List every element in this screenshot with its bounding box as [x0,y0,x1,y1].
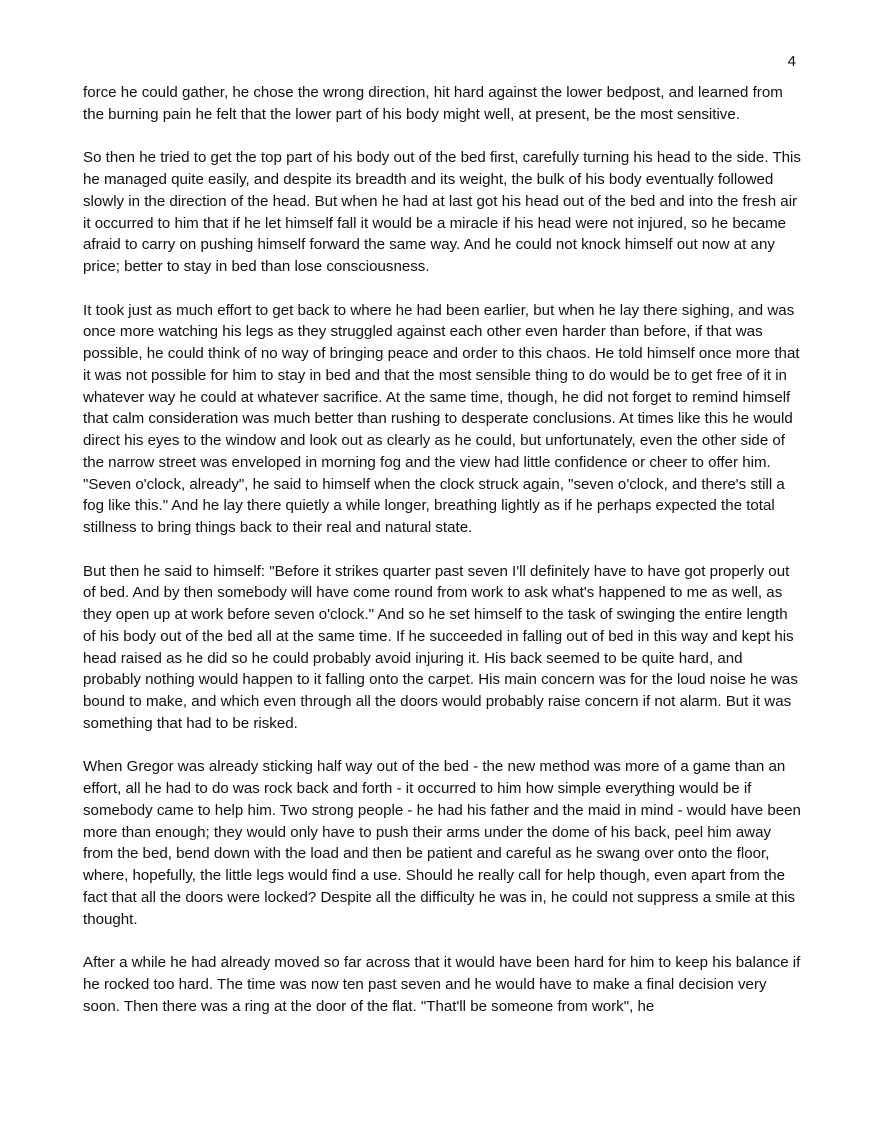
paragraph-2: So then he tried to get the top part of his body out of the bed first, carefully turning his head to the side. This he managed quite easily, and despite its breadth and its weight, the bulk of his body eventually followed slowly in the direction of the head. But when he had at last got his head out of the bed and into the fresh air it occurred to him that if he let himself fall it would be a miracle if his head were not injured, so he became afraid to carry on pushing himself forward the same way. And he could not knock himself out now at any price; better to stay in bed than lose consciousness. [83,149,801,275]
paragraph-5: When Gregor was already sticking half way out of the bed - the new method was more of a game than an effort, all he had to do was rock back and forth - it occurred to him how simple everything would be if somebody came to help him. Two strong people - he had his father and the maid in mind - would have been more than enough; they would only have to push their arms under the dome of his back, peel him away from the bed, bend down with the load and then be patient and careful as he swang over onto the floor, where, hopefully, the little legs would find a use. Should he really call for help though, even apart from the fact that all the doors were locked? Despite all the difficulty he was in, he could not suppress a smile at this thought. [83,758,801,928]
page-number: 4 [787,53,796,70]
body-text [83,82,801,1017]
paragraph-4: But then he said to himself: "Before it strikes quarter past seven I'll definitely have to have got properly out of bed. And by then somebody will have come round from work to ask what's happened to me as well, as they open up at work before seven o'clock." And so he set himself to the task of swinging the entire length of his body out of the bed all at the same time. If he succeeded in falling out of bed in this way and kept his head raised as he did so he could probably avoid injuring it. His back seemed to be quite hard, and probably nothing would happen to it falling onto the carpet. His main concern was for the loud noise he was bound to make, and which even through all the doors would probably raise concern if not alarm. But it was something that had to be risked. [83,562,798,732]
paragraph-3: It took just as much effort to get back to where he had been earlier, but when he lay there sighing, and was once more watching his legs as they struggled against each other even harder than before, if that was possible, he could think of no way of bringing peace and order to this chaos. He told himself once more that it was not possible for him to stay in bed and that the most sensible thing to do would be to get free of it in whatever way he could at whatever sacrifice. At the same time, though, he did not forget to remind himself that calm consideration was much better than rushing to desperate conclusions. At times like this he would direct his eyes to the window and look out as clearly as he could, but unfortunately, even the other side of the narrow street was enveloped in morning fog and the view had little confidence or cheer to offer him. "Seven o'clock, already", he said to himself when the clock struck again, "seven o'clock, and there's still a fog like this." And he lay there quietly a while longer, breathing lightly as if he perhaps expected the total stillness to bring things back to their real and natural state. [83,301,800,536]
paragraph-6: After a while he had already moved so far across that it would have been hard for him to keep his balance if he rocked too hard. The time was now ten past seven and he would have to make a final decision very soon. Then there was a ring at the door of the flat. "That'll be someone from work", he [83,954,801,1015]
paragraph-1: force he could gather, he chose the wrong direction, hit hard against the lower bedpost, and learned from the burning pain he felt that the lower part of his body might well, at present, be the most sensitive. [83,84,783,123]
